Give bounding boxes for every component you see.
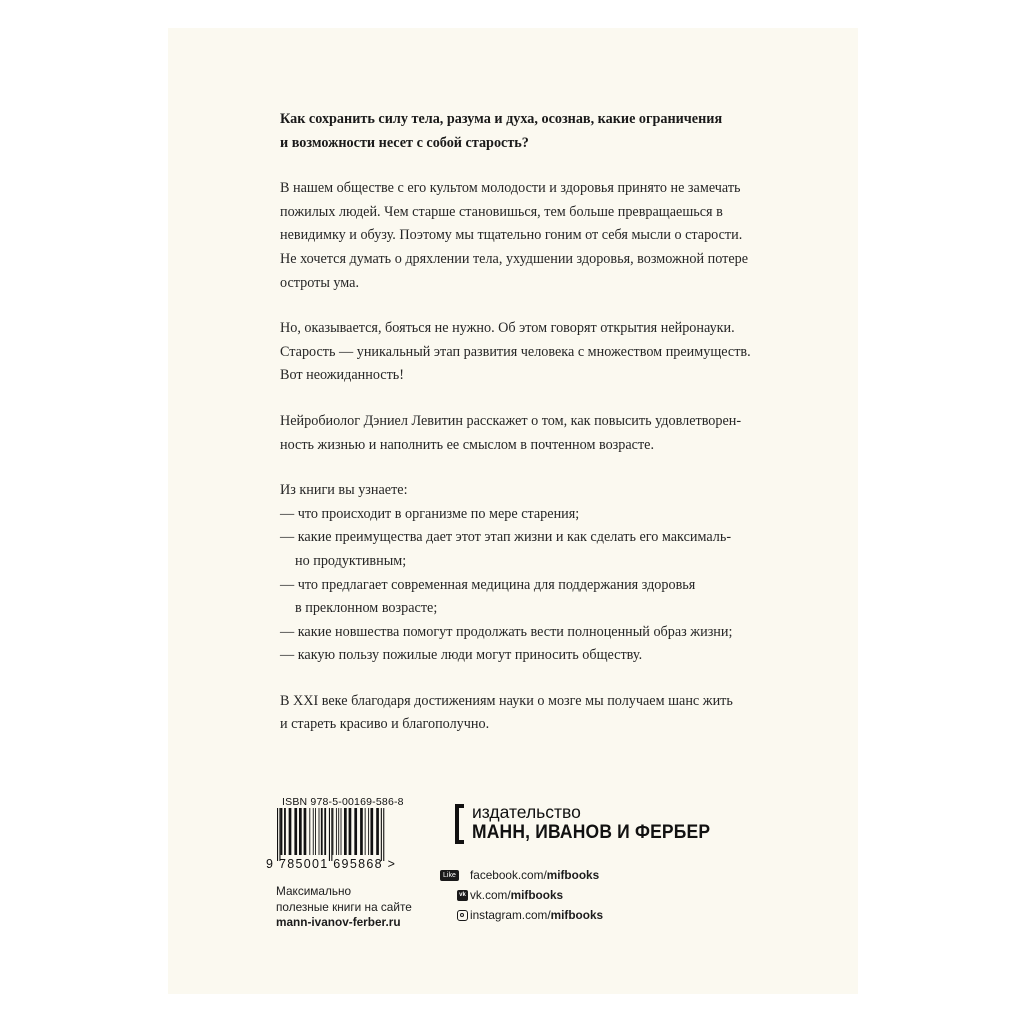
publisher-logo-bracket [455,804,464,844]
paragraph-line: Нейробиолог Дэниел Левитин расскажет о том, как повысить удовлетворен- [280,412,742,429]
vk-icon: vk [440,890,470,901]
social-instagram[interactable] [440,908,603,922]
slogan-line: Максимально [276,884,352,898]
instagram-icon [440,910,470,921]
list-item: — какие новшества помогут продолжать вести полноценный образ жизни; [280,623,733,640]
list-item: — какую пользу пожилые люди могут приносить обществу. [280,647,643,664]
publisher-name: МАНН, ИВАНОВ И ФЕРБЕР [472,822,711,843]
paragraph-line: остроты ума. [280,274,360,291]
barcode-digits: 9 785001 695868 > [266,857,397,871]
social-handle: mifbooks [546,868,600,882]
publisher-slogan [276,884,412,931]
list-item-continuation: в преклонном возрасте; [295,600,438,617]
list-intro: Из книги вы узнаете: [280,482,408,499]
social-prefix: facebook.com/ [470,868,547,882]
list-item: — что предлагает современная медицина для поддержания здоровья [280,576,696,593]
lead-line: и возможности несет с собой старость? [280,134,529,151]
lead-line: Как сохранить силу тела, разума и духа, осознав, какие ограничения [280,111,723,127]
social-vk[interactable] [440,888,563,902]
slogan-line: полезные книги на сайте [276,899,412,914]
closing-line: В XXI веке благодаря достижениям науки о мозге мы получаем шанс жить [280,692,733,709]
closing-line: и стареть красиво и благополучно. [280,716,490,733]
barcode-image [276,808,390,861]
facebook-like-icon: Like [440,870,470,881]
publisher-label: издательство [472,802,581,822]
social-prefix: instagram.com/ [470,908,551,922]
paragraph-line: Старость — уникальный этап развития человека с множеством преимуществ. [280,343,751,360]
list-item: — что происходит в организме по мере старения; [280,505,580,522]
paragraph-line: Но, оказывается, бояться не нужно. Об этом говорят открытия нейронауки. [280,320,735,337]
paragraph-line: В нашем обществе с его культом молодости и здоровья принято не замечать [280,180,741,197]
paragraph-line: Не хочется думать о дряхлении тела, ухудшении здоровья, возможной потере [280,250,749,267]
publisher-website-link[interactable]: mann-ivanov-ferber.ru [276,915,401,929]
social-facebook[interactable] [440,868,599,882]
paragraph-line: невидимку и обузу. Поэтому мы тщательно гоним от себя мысли о старости. [280,227,743,244]
paragraph-line: пожилых людей. Чем старше становишься, тем больше превращаешься в [280,203,723,220]
isbn-label: ISBN 978-5-00169-586-8 [282,796,404,808]
paragraph-line: Вот неожиданность! [280,367,404,384]
social-handle: mifbooks [550,908,604,922]
list-item: — какие преимущества дает этот этап жизни и как сделать его максималь- [280,529,732,546]
social-handle: mifbooks [510,888,564,902]
paragraph-line: ность жизнью и наполнить ее смыслом в почтенном возрасте. [280,436,655,453]
social-prefix: vk.com/ [470,888,511,902]
cover-description [280,108,780,737]
list-item-continuation: но продуктивным; [295,552,407,569]
